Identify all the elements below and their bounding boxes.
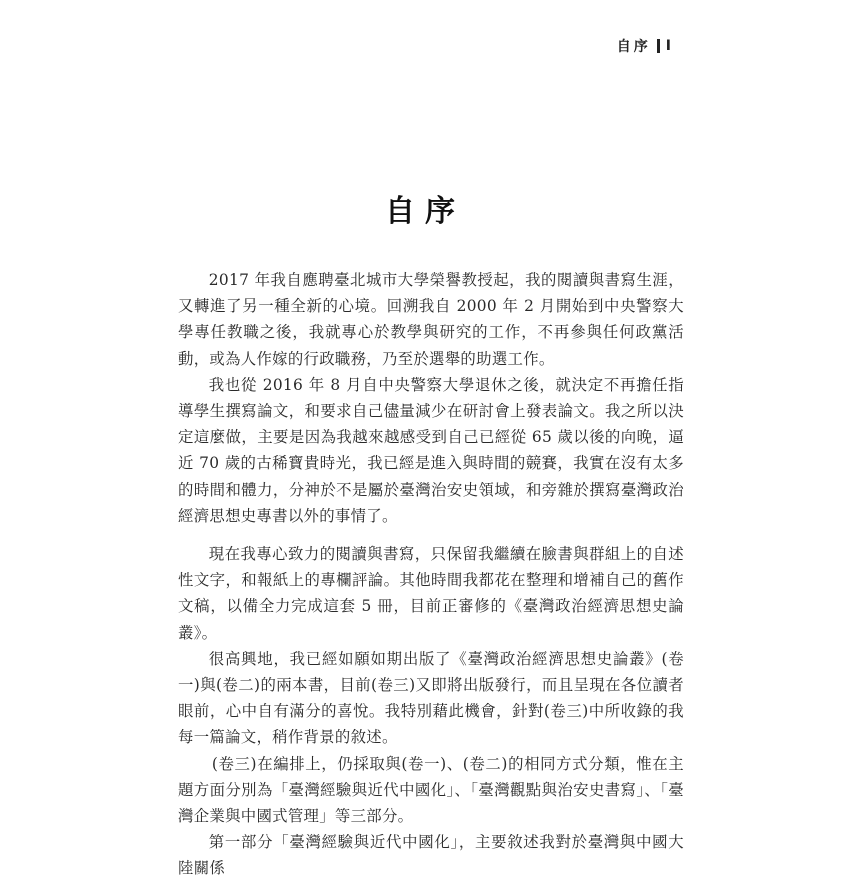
page-number: I — [665, 38, 674, 54]
running-header — [617, 36, 674, 56]
running-header-section: 自序 — [616, 39, 651, 55]
paragraph-4: 很高興地，我已經如願如期出版了《臺灣政治經濟思想史論叢》(卷一)與(卷二)的兩本書，目前(卷三)又即將出版發行，而且呈現在各位讀者眼前，心中自有滿分的喜悅。我特別藉此機會，針對(卷三)中所收錄的我每一篇論文，稍作背景的敘述。 — [178, 649, 684, 747]
paragraph-3: 現在我專心致力的閱讀與書寫，只保留我繼續在臉書與群組上的自述性文字，和報紙上的專欄評論。其他時間我都花在整理和增補自己的舊作文稿，以備全力完成這套 5 冊，目前正審修的《臺灣政治經濟思想史論叢》。 — [178, 545, 684, 642]
header-divider — [657, 39, 660, 53]
paragraph-1: 2017 年我自應聘臺北城市大學榮譽教授起，我的閱讀與書寫生涯，又轉進了另一種全新的心境。回溯我自 2000 年 2 月開始到中央警察大學專任教職之後，我就專心於教學與研究的工作，不再參與任何政黨活動，或為人作嫁的行政職務，乃至於選舉的助選工作。 — [178, 271, 684, 368]
paragraph-6: 第一部分「臺灣經驗與近代中國化」，主要敘述我對於臺灣與中國大陸關係 — [178, 833, 684, 878]
paragraph-5: (卷三)在編排上，仍採取與(卷一)、(卷二)的相同方式分類，惟在主題方面分別為「臺灣經驗與近代中國化」、「臺灣觀點與治安史書寫」、「臺灣企業與中國式管理」等三部分。 — [178, 754, 684, 826]
body-text — [178, 267, 684, 882]
chapter-title: 自序 — [385, 194, 465, 229]
paragraph-2: 我也從 2016 年 8 月自中央警察大學退休之後，就決定不再擔任指導學生撰寫論文，和要求自己儘量減少在研討會上發表論文。我之所以決定這麼做，主要是因為我越來越感受到自己已經從 65 歲以後的向晚，逼近 70 歲的古稀寶貴時光，我已經是進入與時間的競賽，我實在沒有太多的時間和體力，分神於不是屬於臺灣治安史領域，和旁雜於撰寫臺灣政治經濟思想史專書以外的事情了。 — [178, 375, 684, 525]
